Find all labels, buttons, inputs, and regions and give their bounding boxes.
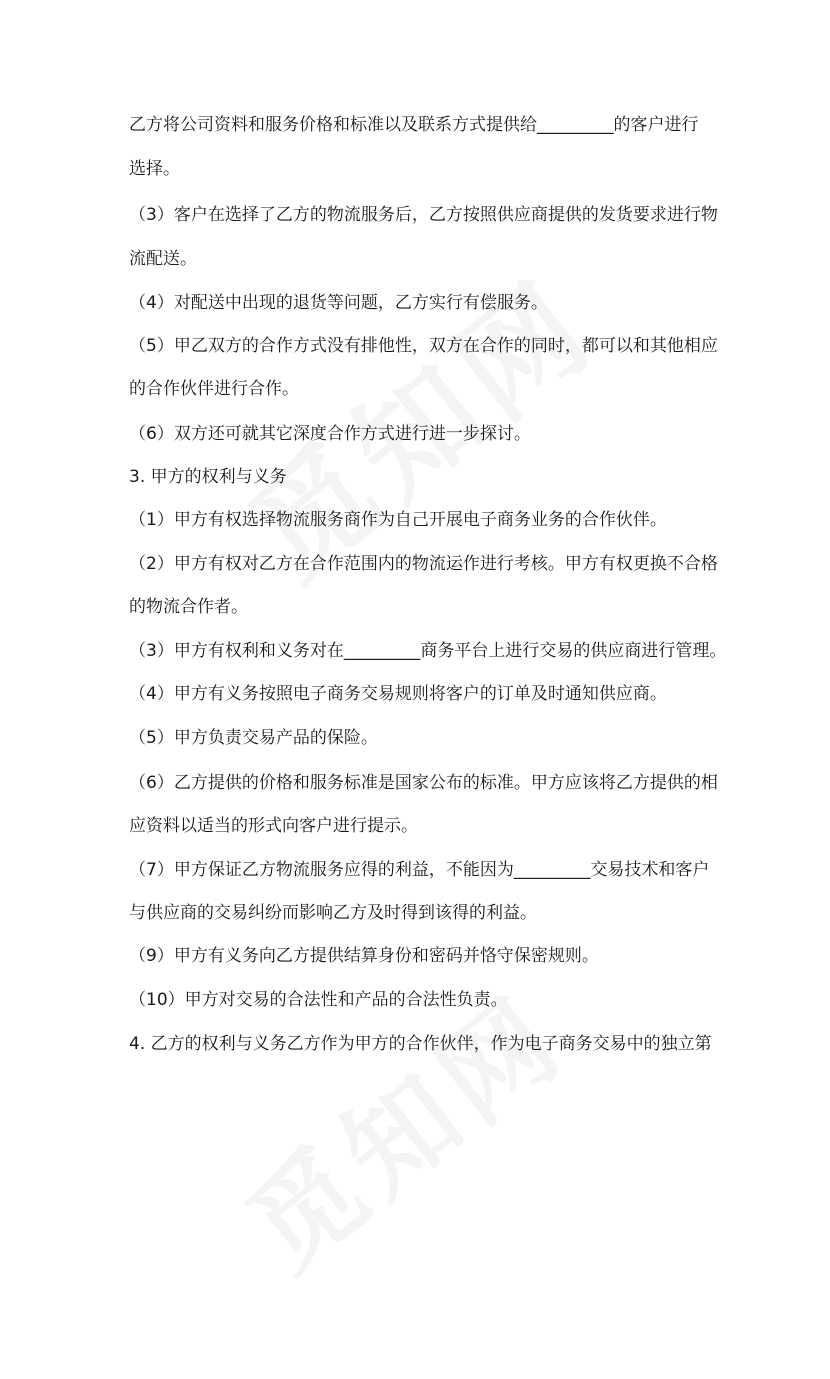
text-line-2: 选择。 (129, 159, 180, 179)
text-line-12: 的物流合作者。 (129, 597, 248, 617)
text-line-7: 的合作伙伴进行合作。 (129, 379, 299, 399)
text-line-15: （5）甲方负责交易产品的保险。 (129, 728, 378, 748)
text-line-5: （4）对配送中出现的退货等问题，乙方实行有偿服务。 (129, 293, 548, 313)
text-line-17: 应资料以适当的形式向客户进行提示。 (129, 816, 418, 836)
text-line-4: 流配送。 (129, 249, 197, 269)
section-heading-3: 3. 甲方的权利与义务 (129, 467, 287, 487)
text-line-6: （5）甲乙双方的合作方式没有排他性，双方在合作的同时，都可以和其他相应 (129, 336, 718, 356)
text-line-20: （9）甲方有义务向乙方提供结算身份和密码并恪守保密规则。 (129, 946, 599, 966)
section-heading-4: 4. 乙方的权利与义务乙方作为甲方的合作伙伴，作为电子商务交易中的独立第 (129, 1034, 712, 1054)
text-line-19: 与供应商的交易纠纷而影响乙方及时得到该得的利益。 (129, 903, 537, 923)
text-line-18: （7）甲方保证乙方物流服务应得的利益，不能因为_________交易技术和客户 (129, 860, 710, 880)
text-line-10: （1）甲方有权选择物流服务商作为自己开展电子商务业务的合作伙伴。 (129, 510, 667, 530)
text-line-14: （4）甲方有义务按照电子商务交易规则将客户的订单及时通知供应商。 (129, 684, 667, 704)
text-line-8: （6）双方还可就其它深度合作方式进行进一步探讨。 (129, 424, 531, 444)
text-line-11: （2）甲方有权对乙方在合作范围内的物流运作进行考核。甲方有权更换不合格 (129, 554, 718, 574)
text-line-21: （10）甲方对交易的合法性和产品的合法性负责。 (129, 990, 508, 1010)
text-line-13: （3）甲方有权利和义务对在_________商务平台上进行交易的供应商进行管理。 (129, 641, 727, 661)
text-line-3: （3）客户在选择了乙方的物流服务后，乙方按照供应商提供的发货要求进行物 (129, 205, 718, 225)
text-line-1: 乙方将公司资料和服务价格和标准以及联系方式提供给_________的客户进行 (129, 115, 699, 135)
text-line-16: （6）乙方提供的价格和服务标准是国家公布的标准。甲方应该将乙方提供的相 (129, 773, 718, 793)
